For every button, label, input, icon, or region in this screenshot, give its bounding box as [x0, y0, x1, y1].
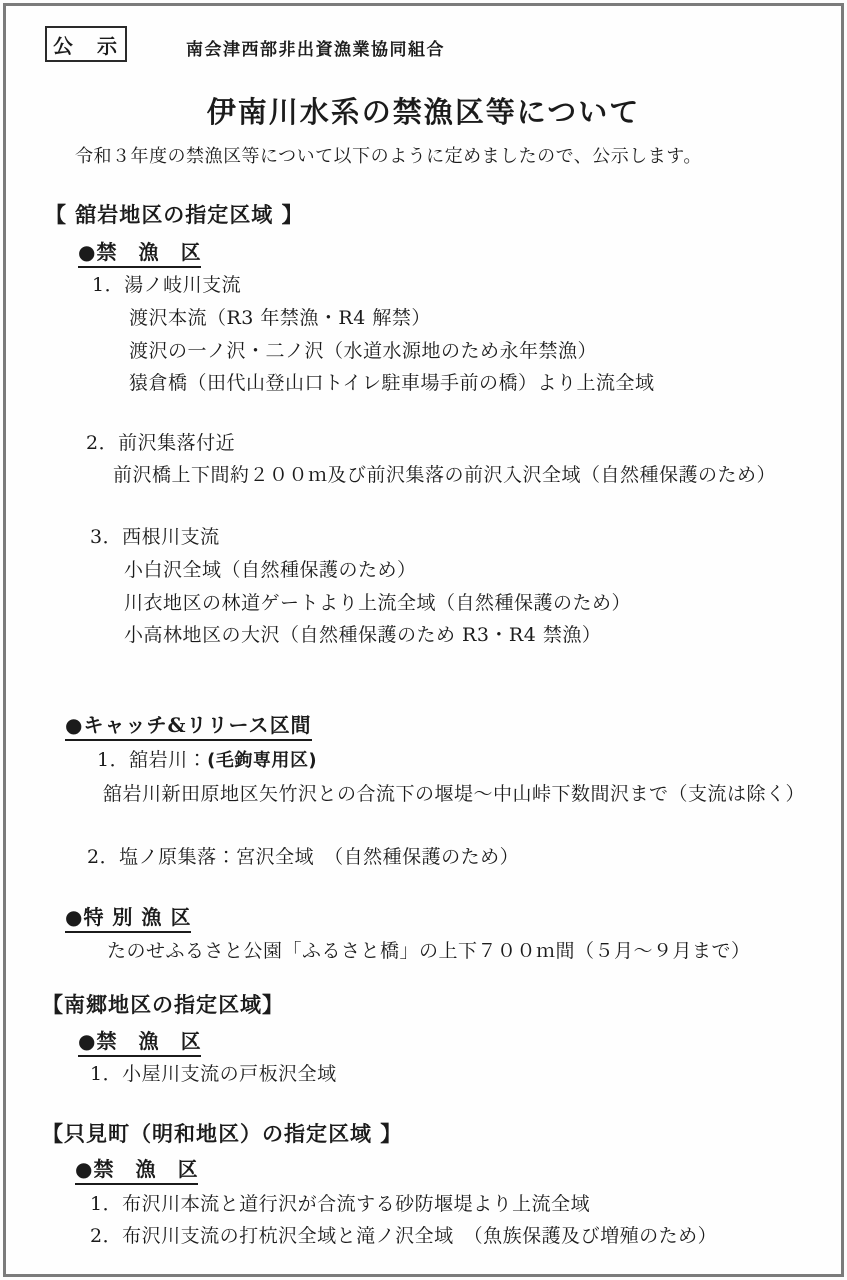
list-detail: 小白沢全域（自然種保護のため） — [124, 559, 417, 581]
list-detail: 舘岩川新田原地区矢竹沢との合流下の堰堤～中山峠下数間沢まで（支流は除く） — [103, 783, 806, 805]
list-detail: たのせふるさと公園「ふるさと橋」の上下７００ｍ間（５月～９月まで） — [107, 940, 751, 962]
list-item: 1．湯ノ岐川支流 — [92, 274, 242, 296]
fly-fishing-only-tag: (毛鉤専用区) — [207, 750, 318, 771]
document-title: 伊南川水系の禁漁区等について — [206, 95, 641, 129]
section-heading-nango: 【南郷地区の指定区域】 — [42, 992, 284, 1017]
organization-name: 南会津西部非出資漁業協同組合 — [186, 40, 445, 60]
intro-text: 令和３年度の禁漁区等について以下のように定めましたので、公示します。 — [75, 146, 702, 167]
section-heading-tadami: 【只見町（明和地区）の指定区域 】 — [42, 1121, 403, 1146]
list-item: 3．西根川支流 — [90, 526, 220, 548]
subheading-no-fishing-zone: ●禁 漁 区 — [78, 240, 201, 268]
notice-stamp: 公 示 — [45, 26, 127, 62]
list-item — [97, 745, 317, 772]
subheading-no-fishing-zone: ●禁 漁 区 — [78, 1029, 201, 1057]
list-detail: 猿倉橋（田代山登山口トイレ駐車場手前の橋）より上流全域 — [129, 372, 655, 394]
list-item: 2．前沢集落付近 — [86, 432, 236, 454]
list-item-label: 1．舘岩川： — [97, 749, 208, 771]
list-detail: 前沢橋上下間約２００ｍ及び前沢集落の前沢入沢全域（自然種保護のため） — [113, 464, 777, 486]
list-detail: 渡沢の一ノ沢・二ノ沢（水道水源地のため永年禁漁） — [129, 340, 598, 362]
list-detail: 小高林地区の大沢（自然種保護のため R3・R4 禁漁） — [124, 624, 602, 646]
section-heading-tateiwa: 【 舘岩地区の指定区域 】 — [45, 202, 304, 227]
subheading-catch-and-release: ●キャッチ&リリース区間 — [65, 713, 312, 741]
list-item: 2．塩ノ原集落：宮沢全域 （自然種保護のため） — [87, 846, 520, 868]
list-detail: 渡沢本流（R3 年禁漁・R4 解禁） — [129, 307, 431, 329]
list-item: 1．小屋川支流の戸板沢全域 — [90, 1063, 337, 1085]
list-item: 1．布沢川本流と道行沢が合流する砂防堰堤より上流全域 — [90, 1193, 591, 1215]
subheading-special-zone: ●特 別 漁 区 — [65, 905, 191, 933]
subheading-no-fishing-zone: ●禁 漁 区 — [75, 1157, 198, 1185]
list-item: 2．布沢川支流の打杭沢全域と滝ノ沢全域 （魚族保護及び増殖のため） — [90, 1225, 718, 1247]
list-detail: 川衣地区の林道ゲートより上流全域（自然種保護のため） — [124, 592, 632, 614]
